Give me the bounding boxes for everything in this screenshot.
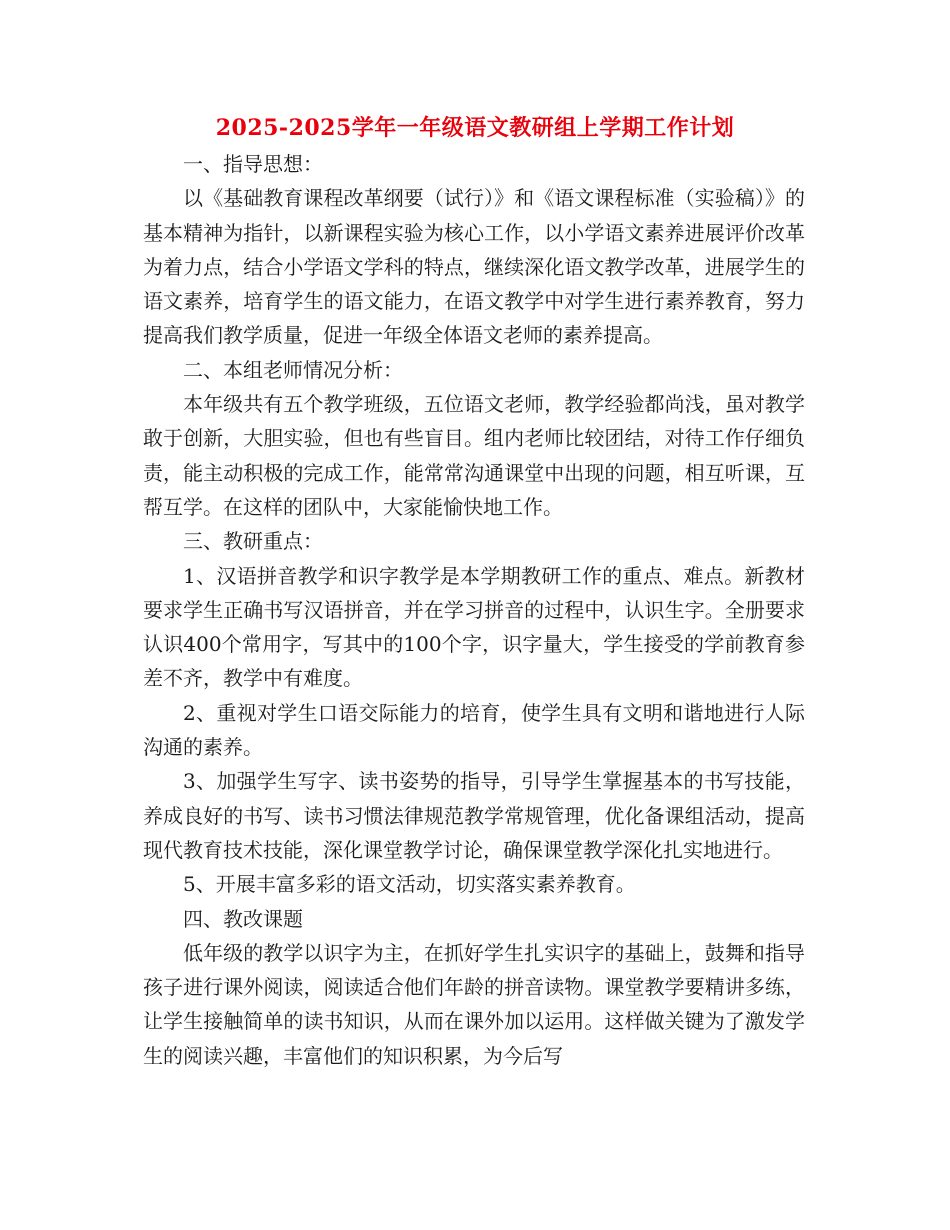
heading-teacher-analysis: 二、本组老师情况分析：: [183, 357, 403, 382]
document-title: 2025-2025学年一年级语文教研组上学期工作计划: [215, 115, 735, 141]
paragraph-focus-3: 3、加强学生写字、读书姿势的指导，引导学生掌握基本的书写技能，养成良好的书写、读书习惯法律规范教学常规管理，优化备课组活动，提高现代教育技术技能，深化课堂教学讨论，确保课堂教学深化扎实地进行。: [143, 769, 805, 862]
paragraph-focus-1: 1、汉语拼音教学和识字教学是本学期教研工作的重点、难点。新教材要求学生正确书写汉语拼音，并在学习拼音的过程中，认识生字。全册要求认识400个常用字，写其中的100个字，识字量大，学生接受的学前教育参差不齐，教学中有难度。: [143, 563, 805, 691]
heading-research-focus: 三、教研重点：: [183, 529, 323, 554]
paragraph-teacher-analysis: 本年级共有五个教学班级，五位语文老师，教学经验都尚浅，虽对教学敢于创新，大胆实验，但也有些盲目。组内老师比较团结，对待工作仔细负责，能主动积极的完成工作，能常常沟通课堂中出现的问题，相互听课，互帮互学。在这样的团队中，大家能愉快地工作。: [143, 392, 805, 519]
paragraph-reform-topic: 低年级的教学以识字为主，在抓好学生扎实识字的基础上，鼓舞和指导孩子进行课外阅读，阅读适合他们年龄的拼音读物。课堂教学要精讲多练，让学生接触简单的读书知识，从而在课外加以运用。这样做关键为了激发学生的阅读兴趣，丰富他们的知识积累，为今后写: [143, 940, 805, 1068]
heading-guiding-thought: 一、指导思想：: [183, 152, 323, 176]
paragraph-focus-2: 2、重视对学生口语交际能力的培育，使学生具有文明和谐地进行人际沟通的素养。: [143, 700, 805, 760]
paragraph-guiding-thought: 以《基础教育课程改革纲要（试行）》和《语文课程标准（实验稿）》的基本精神为指针，以新课程实验为核心工作，以小学语文素养进展评价改革为着力点，结合小学语文学科的特点，继续深化语文教学改革，进展学生的语文素养，培育学生的语文能力，在语文教学中对学生进行素养教育，努力提高我们教学质量，促进一年级全体语文老师的素养提高。: [143, 186, 805, 348]
heading-reform-topic: 四、教改课题: [183, 906, 303, 931]
paragraph-focus-5: 5、开展丰富多彩的语文活动，切实落实素养教育。: [183, 872, 636, 897]
document-body: [143, 147, 805, 1073]
